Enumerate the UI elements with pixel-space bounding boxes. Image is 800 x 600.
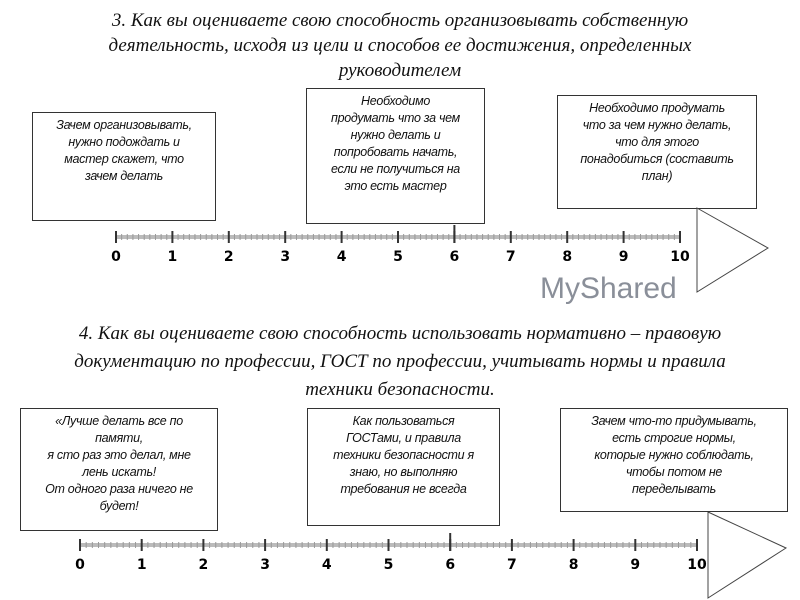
title-line: 4. Как вы оцениваете свою способность использовать нормативно – правовую <box>78 323 722 344</box>
title-line: документацию по профессии, ГОСТ по профессии, учитывать нормы и правила <box>74 351 726 372</box>
box-text-line: лень искать! <box>82 465 156 479</box>
box-text-line: техники безопасности я <box>333 448 474 462</box>
scale-label: 4 <box>336 249 347 265</box>
scale-label: 1 <box>136 557 147 573</box>
arrow-head-icon <box>697 208 768 292</box>
scale-label: 8 <box>562 249 573 265</box>
scale-label: 6 <box>449 249 460 265</box>
scale-label: 6 <box>445 557 456 573</box>
scale-label: 2 <box>198 557 209 573</box>
box-text-line: ГОСТами, и правила <box>346 431 461 445</box>
box-text-line: что для этого <box>615 135 699 149</box>
box-text-line: что за чем нужно делать, <box>582 118 732 132</box>
box-text-line: знаю, но выполняю <box>349 465 458 479</box>
box-text-line: продумать что за чем <box>331 111 460 125</box>
box-text-line: это есть мастер <box>344 179 447 193</box>
answer-box-mid <box>307 408 500 526</box>
scale-label: 7 <box>505 249 516 265</box>
box-text-line: Как пользоваться <box>352 414 455 428</box>
answer-box-low <box>20 408 218 531</box>
scale-label: 10 <box>670 249 690 265</box>
scale-label: 9 <box>618 249 629 265</box>
box-text-line: которые нужно соблюдать, <box>594 448 754 462</box>
scale-label: 8 <box>568 557 579 573</box>
scale-label: 7 <box>507 557 517 573</box>
box-text-line: я сто раз это делал, мне <box>47 448 191 462</box>
box-text-line: понадобиться (составить <box>580 152 734 166</box>
box-text-line: будет! <box>99 499 139 513</box>
scale-label: 0 <box>75 557 85 573</box>
scale-label: 5 <box>383 557 394 573</box>
arrow-head-icon <box>708 512 786 598</box>
box-text-line: Необходимо продумать <box>589 101 725 115</box>
scale-label: 0 <box>111 249 121 265</box>
scale-label: 10 <box>687 557 707 573</box>
scale-label: 5 <box>393 249 403 265</box>
box-text-line: нужно подождать и <box>68 135 180 149</box>
box-text-line: зачем делать <box>85 169 163 183</box>
box-text-line: чтобы потом не <box>625 465 723 479</box>
title-line: деятельность, исходя из цели и способов ее достижения, определенных <box>108 35 692 56</box>
box-text-line: требования не всегда <box>340 482 467 496</box>
box-text-line: попробовать начать, <box>333 145 458 159</box>
scale-label: 3 <box>260 557 270 573</box>
watermark-logo: MyShared <box>540 272 677 305</box>
box-text-line: памяти, <box>95 431 143 445</box>
title-line: техники безопасности. <box>305 379 495 400</box>
scale-label: 2 <box>223 249 234 265</box>
scale-label: 9 <box>630 557 641 573</box>
box-text-line: Зачем организовывать, <box>56 118 192 132</box>
box-text-line: «Лучше делать все по <box>55 414 183 428</box>
box-text-line: От одного раза ничего не <box>45 482 193 496</box>
box-text-line: переделывать <box>632 482 716 496</box>
title-line: 3. Как вы оцениваете свою способность организовывать собственную <box>111 10 689 31</box>
box-text-line: Необходимо <box>361 94 430 108</box>
box-text-line: есть строгие нормы, <box>612 431 736 445</box>
box-text-line: план) <box>641 169 673 183</box>
scale-label: 3 <box>280 249 291 265</box>
box-text-line: нужно делать и <box>350 128 441 142</box>
answer-box-high <box>560 408 788 512</box>
question-4-title <box>0 320 800 404</box>
box-text-line: мастер скажет, что <box>64 152 184 166</box>
scale-label: 1 <box>167 249 178 265</box>
box-text-line: Зачем что-то придумывать, <box>591 414 757 428</box>
scale-label: 4 <box>321 557 332 573</box>
box-text-line: если не получиться на <box>331 162 460 176</box>
title-line: руководителем <box>338 60 462 81</box>
